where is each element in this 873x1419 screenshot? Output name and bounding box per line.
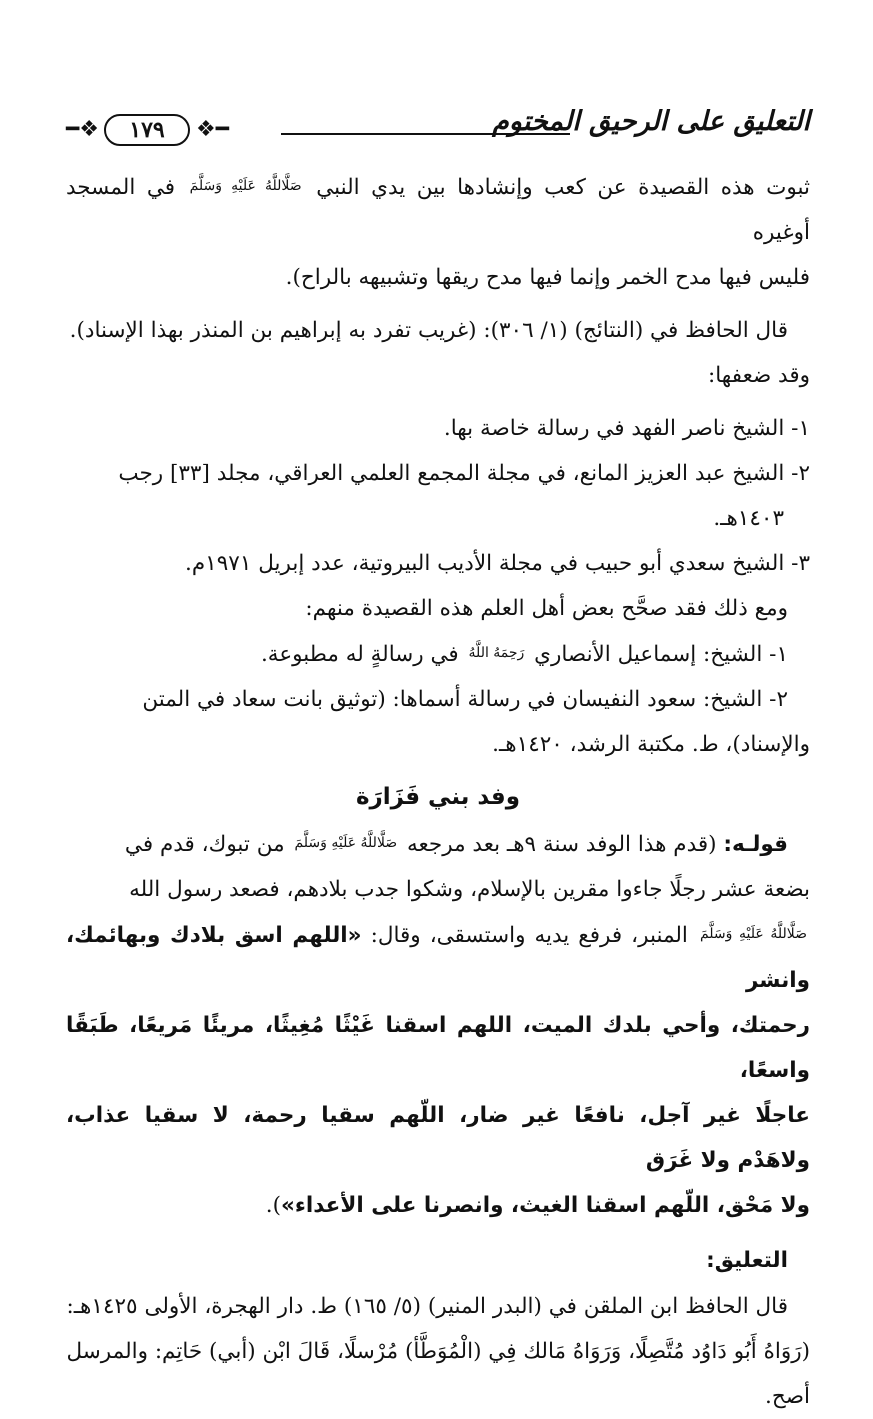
- honorific-glyph: صَلَّاللَّهُ عَلَيْهِ وَسَلَّمَ: [699, 926, 808, 942]
- header-rule: [281, 133, 570, 135]
- text-span: ١- الشيخ: إسماعيل الأنصاري: [534, 642, 788, 667]
- quote-line: بضعة عشر رجلًا جاءوا مقرين بالإسلام، وشكوا جدب بلادهم، فصعد رسول الله: [129, 877, 810, 902]
- commentary-heading: التعليق:: [706, 1248, 788, 1273]
- body-line: قال الحافظ ابن الملقن في (البدر المنير) (٥/ ١٦٥) ط. دار الهجرة، الأولى ١٤٢٥هـ:: [66, 1294, 788, 1319]
- text-span: المنبر، فرفع يديه واستسقى، وقال:: [370, 923, 688, 948]
- body-line: أصح.: [765, 1384, 810, 1409]
- body-line: فليس فيها مدح الخمر وإنما فيها مدح ريقها وتشبيهه بالراح).: [285, 265, 810, 290]
- text-span: في المسجد أوغيره: [66, 175, 810, 245]
- body-line: (رَوَاهُ أَبُو دَاوُد مُتَّصِلًا، وَرَوَاهُ مَالك فِي (الْمُوَطَّأ) مُرْسلًا، قَالَ ابْن (أبي) حَاتِم: والمرسل: [66, 1339, 810, 1364]
- honorific-glyph: صَلَّاللَّهُ عَلَيْهِ وَسَلَّمَ: [189, 178, 302, 194]
- honorific-glyph: رَحِمَهُ اللَّهُ: [468, 645, 525, 661]
- text-span: ثبوت هذه القصيدة عن كعب وإنشادها بين يدي النبي: [316, 175, 810, 200]
- text-span: في رسالةٍ له مطبوعة.: [260, 642, 459, 667]
- hadith-text: ولا مَحْق، اللّهم اسقنا الغيث، وانصرنا على الأعداء»: [281, 1193, 810, 1218]
- body-line: [66, 164, 810, 255]
- list-item: ٢- الشيخ: سعود النفيسان في رسالة أسماها: (توثيق بانت سعاد في المتن: [142, 687, 788, 712]
- text-span: ).: [265, 1193, 282, 1218]
- quote-line: [66, 912, 810, 1003]
- ornament-icon: ❖━: [66, 117, 99, 142]
- body-line: ومع ذلك فقد صحَّح بعض أهل العلم هذه القصيدة منهم:: [305, 596, 788, 621]
- book-page: [66, 100, 810, 1409]
- hadith-line: عاجلًا غير آجل، نافعًا غير ضار، اللّهم سقيا رحمة، لا سقيا عذاب، ولاهَدْم ولا غَرَق: [66, 1103, 810, 1173]
- ornament-icon: ━❖: [196, 117, 229, 142]
- quote-line: [66, 821, 810, 867]
- list-item: ٢- الشيخ عبد العزيز المانع، في مجلة المجمع العلمي العراقي، مجلد [٣٣] رجب: [118, 461, 810, 486]
- page-number: ١٧٩: [104, 114, 190, 146]
- list-item: [66, 631, 810, 677]
- hadith-text: «اللهم اسق بلادك وبهائمك، وانشر: [66, 923, 810, 993]
- list-item: ٣- الشيخ سعدي أبو حبيب في مجلة الأديب البيروتية، عدد إبريل ١٩٧١م.: [185, 551, 810, 576]
- body-line: قال الحافظ في (النتائج) (١/ ٣٠٦): (غريب تفرد به إبراهيم بن المنذر بهذا الإسناد).: [69, 318, 788, 343]
- hadith-line: [66, 1183, 810, 1228]
- body-line: وقد ضعفها:: [708, 363, 810, 388]
- running-header: [66, 100, 810, 162]
- list-item-continuation: والإسناد)، ط. مكتبة الرشد، ١٤٢٠هـ.: [492, 732, 810, 757]
- book-title: التعليق على الرحيق المختوم: [492, 106, 810, 137]
- page-number-badge: [66, 114, 266, 148]
- page-body: [66, 164, 810, 1419]
- text-span: من تبوك، قدم في: [124, 832, 285, 857]
- hadith-line: رحمتك، وأحي بلدك الميت، اللهم اسقنا غَيْثًا مُغِيثًا، مريئًا مَريعًا، طَبَقًا واسعًا،: [66, 1013, 810, 1083]
- honorific-glyph: صَلَّاللَّهُ عَلَيْهِ وَسَلَّمَ: [294, 835, 398, 851]
- section-title: وفد بني فَزَارَة: [355, 784, 521, 810]
- list-item: ١- الشيخ ناصر الفهد في رسالة خاصة بها.: [443, 416, 810, 441]
- quote-label: قولـه:: [723, 832, 788, 857]
- text-span: (قدم هذا الوفد سنة ٩هـ بعد مرجعه: [407, 832, 717, 857]
- list-item-continuation: ١٤٠٣هـ.: [713, 506, 784, 531]
